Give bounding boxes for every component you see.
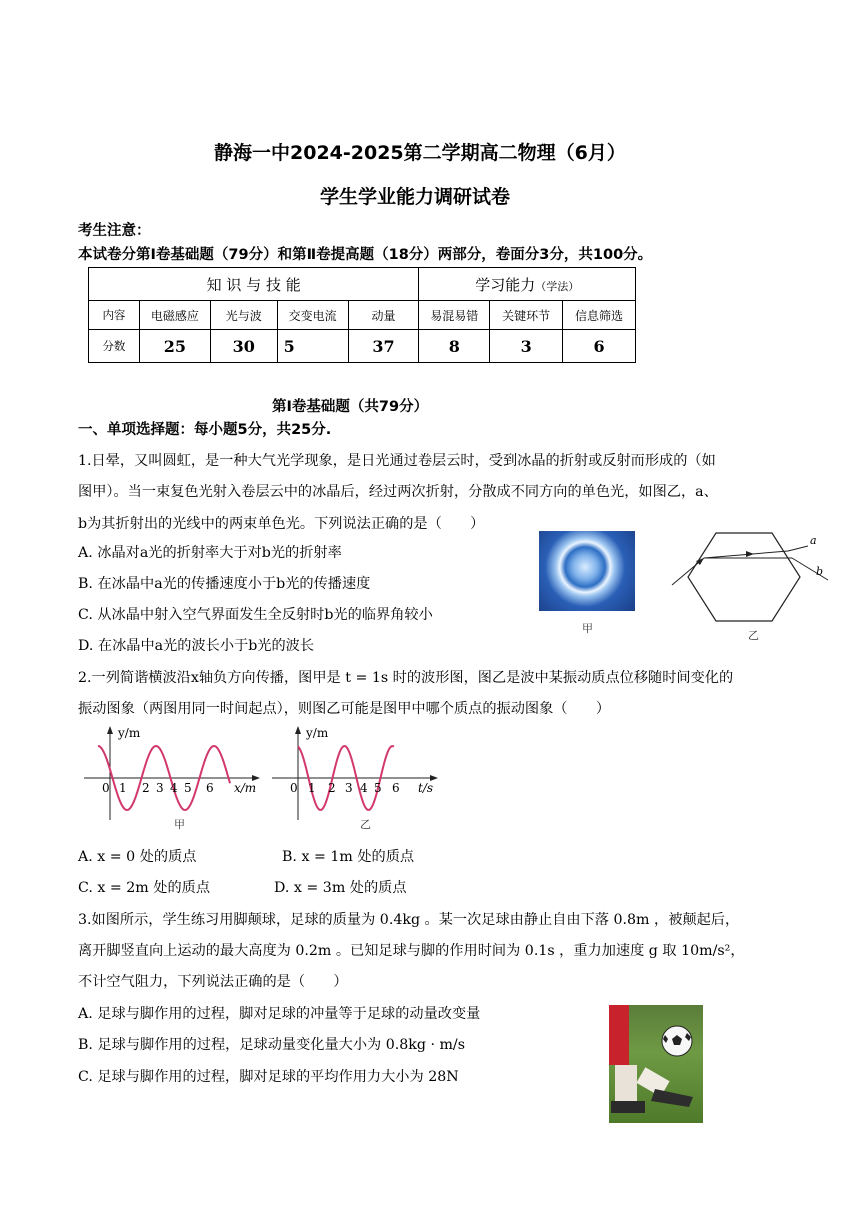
t-axis-label: t/s <box>418 781 434 795</box>
q2-option-d: D. x = 3m 处的质点 <box>274 880 407 896</box>
q1-line2: 图甲）。当一束复色光射入卷层云中的冰晶后，经过两次折射，分散成不同方向的单色光，如图乙，a、 <box>78 484 718 500</box>
q2-option-b: B. x = 1m 处的质点 <box>282 849 415 865</box>
row-label-score: 分数 <box>89 330 140 363</box>
tick-label: 1 <box>119 781 127 795</box>
col-header: 易混易错 <box>419 301 490 330</box>
q3-option-c: C. 足球与脚作用的过程，脚对足球的平均作用力大小为 28N <box>78 1069 459 1085</box>
score-cell: 37 <box>348 330 419 363</box>
graph-caption: 甲 <box>174 818 185 831</box>
score-cell: 30 <box>210 330 277 363</box>
tick-label: 6 <box>206 781 214 795</box>
tick-label: 0 <box>102 781 110 795</box>
ability-header: 学习能力（学法） <box>419 268 636 301</box>
q3-line3: 不计空气阻力，下列说法正确的是（ ） <box>78 974 348 990</box>
tick-label: 4 <box>360 781 368 795</box>
col-header: 交变电流 <box>277 301 348 330</box>
score-cell: 8 <box>419 330 490 363</box>
ray-label-b: b <box>816 565 824 578</box>
q1-option-c: C. 从冰晶中射入空气界面发生全反射时b光的临界角较小 <box>78 607 433 623</box>
exit-ray-a <box>788 546 808 551</box>
q1-line1: 1.日晕，又叫圆虹，是一种大气光学现象，是日光通过卷层云时，受到冰晶的折射或反射而形成的（如 <box>78 453 716 469</box>
score-table <box>88 267 636 363</box>
exam-subtitle: 学生学业能力调研试卷 <box>320 186 511 208</box>
tick-label: 2 <box>142 781 150 795</box>
q3-option-a: A. 足球与脚作用的过程，脚对足球的冲量等于足球的动量改变量 <box>78 1006 481 1022</box>
exam-title: 静海一中2024-2025第二学期高二物理（6月） <box>214 142 626 164</box>
wave-graph-yi <box>266 722 452 834</box>
q3-option-b: B. 足球与脚作用的过程，足球动量变化量大小为 0.8kg · m/s <box>78 1037 465 1053</box>
section-title: 第Ⅰ卷基础题（共79分） <box>272 399 429 415</box>
q1-option-b: B. 在冰晶中a光的传播速度小于b光的传播速度 <box>78 576 371 592</box>
notice-label: 考生注意： <box>78 223 151 239</box>
q3-line2: 离开脚竖直向上运动的最大高度为 0.2m 。已知足球与脚的作用时间为 0.1s ，重力加速度 g 取 10m/s²， <box>78 943 745 959</box>
tick-label: 2 <box>328 781 336 795</box>
q1-option-a: A. 冰晶对a光的折射率大于对b光的折射率 <box>78 545 342 561</box>
wave-graph-jia <box>78 722 268 834</box>
x-axis-label: x/m <box>234 781 257 795</box>
q3-line1: 3.如图所示，学生练习用脚颠球，足球的质量为 0.4kg 。某一次足球由静止自由下落 0.8m ，被颠起后， <box>78 912 740 928</box>
col-header: 关键环节 <box>490 301 563 330</box>
part-title: 一、单项选择题：每小题5分，共25分. <box>78 422 332 438</box>
q2-line2: 振动图象（两图用同一时间起点），则图乙可能是图甲中哪个质点的振动图象（ ） <box>78 701 611 717</box>
ice-crystal-diagram <box>668 525 848 650</box>
tick-label: 4 <box>170 781 178 795</box>
q2-option-a: A. x = 0 处的质点 <box>78 849 197 865</box>
score-cell: 6 <box>563 330 636 363</box>
y-axis-label: y/m <box>118 726 141 740</box>
tick-label: 5 <box>374 781 382 795</box>
score-cell: 25 <box>139 330 210 363</box>
score-cell: 3 <box>490 330 563 363</box>
q1-line3: b为其折射出的光线中的两束单色光。下列说法正确的是（ ） <box>78 516 485 532</box>
col-header: 信息筛选 <box>563 301 636 330</box>
col-header: 电磁感应 <box>139 301 210 330</box>
tick-label: 3 <box>156 781 164 795</box>
score-cell: 5 <box>277 330 348 363</box>
tick-label: 3 <box>345 781 353 795</box>
tick-label: 0 <box>290 781 298 795</box>
notice-text: 本试卷分第Ⅰ卷基础题（79分）和第Ⅱ卷提高题（18分）两部分，卷面分3分，共100分。 <box>78 247 653 263</box>
tick-label: 6 <box>392 781 400 795</box>
col-header: 动量 <box>348 301 419 330</box>
football-illustration <box>609 1005 703 1123</box>
row-label-content: 内容 <box>89 301 140 330</box>
tick-label: 5 <box>184 781 192 795</box>
hexagon-crystal <box>688 533 800 621</box>
figure-caption-yi: 乙 <box>748 629 759 642</box>
col-header: 光与波 <box>210 301 277 330</box>
q2-line1: 2.一列简谐横波沿x轴负方向传播，图甲是 t = 1s 时的波形图，图乙是波中某振动质点位移随时间变化的 <box>78 670 734 686</box>
football-photo <box>609 1005 703 1123</box>
q2-option-c: C. x = 2m 处的质点 <box>78 880 211 896</box>
y-axis-label: y/m <box>306 726 329 740</box>
figure-caption-jia: 甲 <box>582 622 593 635</box>
sun-halo-photo <box>539 531 635 611</box>
tick-label: 1 <box>308 781 316 795</box>
ray-label-a: a <box>810 534 817 547</box>
knowledge-header: 知 识 与 技 能 <box>89 268 419 301</box>
graph-caption: 乙 <box>360 818 371 831</box>
q1-option-d: D. 在冰晶中a光的波长小于b光的波长 <box>78 638 315 654</box>
